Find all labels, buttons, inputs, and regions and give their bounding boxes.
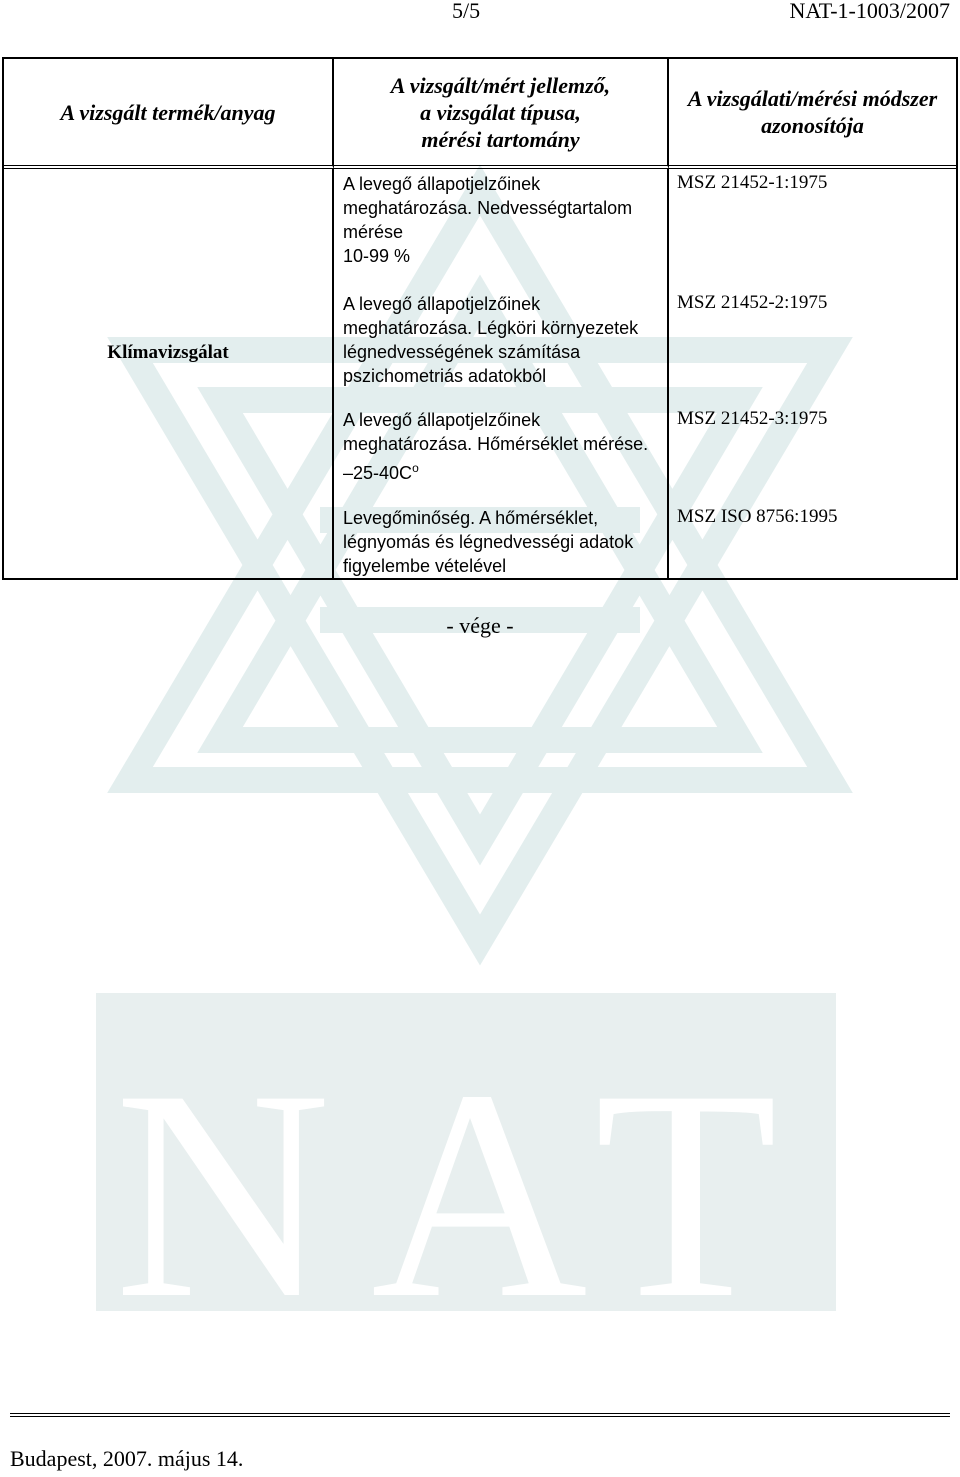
property-cell xyxy=(334,405,669,503)
table-row xyxy=(4,169,956,289)
property-text: A levegő állapotjelzőinek meghatározása. Hőmérséklet mérése. xyxy=(343,410,649,454)
method-cell xyxy=(669,169,956,289)
header-property xyxy=(334,59,669,169)
product-cell xyxy=(4,169,334,578)
method-cell xyxy=(669,405,956,503)
method-cell xyxy=(669,289,956,405)
property-text: A levegő állapotjelzőinek meghatározása. Légköri környezetek légnedvességének számítása pszichometriás adatokból xyxy=(343,294,639,386)
product-name: Klímavizsgálat xyxy=(107,341,229,363)
degree-superscript: o xyxy=(412,461,419,475)
nat-watermark-text: NAT xyxy=(114,1028,818,1360)
measurement-range: $-25-40C^o$ xyxy=(343,461,419,483)
header-property-text: A vizsgált/mért jellemző, a vizsgálat típusa, mérési tartomány xyxy=(390,72,611,152)
end-mark: - vége - xyxy=(446,613,514,638)
property-cell xyxy=(334,289,669,405)
property-text: A levegő állapotjelzőinek meghatározása. Nedvességtartalom mérése xyxy=(343,174,633,242)
measurement-range-value: 25-40C xyxy=(353,463,413,483)
property-cell xyxy=(334,503,669,578)
nat-letters-watermark xyxy=(96,993,836,1360)
property-text: Levegőminőség. A hőmérséklet, légnyomás és légnedvességi adatok figyelembe vételével xyxy=(343,508,634,576)
accreditation-scope-table xyxy=(2,57,958,580)
method-id: MSZ 21452-2:1975 xyxy=(677,292,828,313)
document-code: NAT-1-1003/2007 xyxy=(789,0,950,23)
method-id: MSZ ISO 8756:1995 xyxy=(677,506,838,527)
footer-divider-second xyxy=(10,1416,950,1417)
header-method xyxy=(669,59,956,169)
header-product-text: A vizsgált termék/anyag xyxy=(60,99,276,125)
method-cell xyxy=(669,503,956,578)
page-number: 5/5 xyxy=(452,0,481,23)
header-method-text: A vizsgálati/mérési módszer azonosítója xyxy=(687,86,938,138)
header-product xyxy=(4,59,334,169)
measurement-range: 10-99 % xyxy=(343,246,411,266)
property-cell xyxy=(334,169,669,289)
page-header xyxy=(0,0,960,30)
footer-place-date: Budapest, 2007. május 14. xyxy=(10,1446,244,1471)
method-id: MSZ 21452-3:1975 xyxy=(677,408,828,429)
table-header-row xyxy=(4,59,956,169)
footer-divider xyxy=(10,1413,950,1414)
method-id: MSZ 21452-1:1975 xyxy=(677,172,828,193)
